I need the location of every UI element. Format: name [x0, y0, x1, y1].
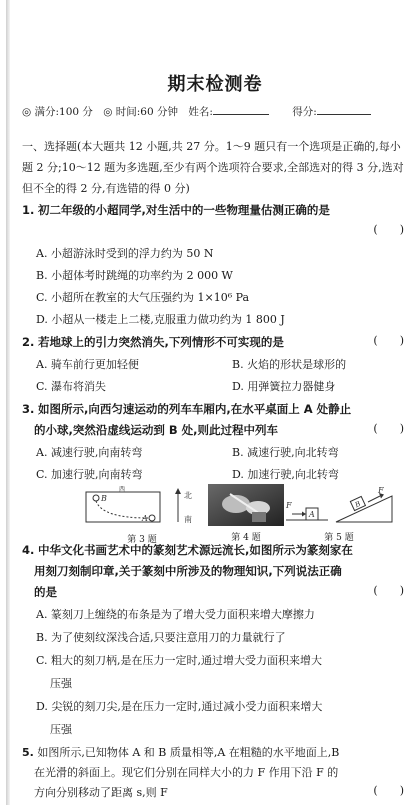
- q3-option-c: C. 加速行驶,向南转弯: [36, 468, 143, 481]
- page-title: 期末检测卷: [167, 74, 263, 95]
- q3-option-b: B. 减速行驶,向北转弯: [232, 446, 339, 459]
- time-limit: ◎ 时间:60 分钟: [103, 106, 179, 118]
- question-4-stem-line3: 的是: [34, 585, 57, 599]
- arrow-head-icon: [302, 512, 306, 517]
- question-4-stem-line2: 用刻刀刻制印章,关于篆刻中所涉及的物理知识,下列说法正确: [34, 564, 342, 578]
- figure-3: [82, 486, 202, 545]
- answer-bracket-1[interactable]: ( ): [373, 223, 404, 236]
- seal-stone: [252, 512, 266, 522]
- ball-a: [149, 515, 155, 521]
- q3-option-a: A. 减速行驶,向南转弯: [36, 446, 143, 459]
- q4-option-d-line1: D. 尖锐的刻刀尖,是在压力一定时,通过减小受力面积来增大: [36, 700, 323, 713]
- answer-bracket-2[interactable]: ( ): [373, 334, 404, 347]
- q4-option-a: A. 篆刻刀上缠绕的布条是为了增大受力面积来增大摩擦力: [36, 608, 315, 621]
- section-instructions: 一、选择题(本大题共 12 小题,共 27 分。1～9 题只有一个选项是正确的,每小题 2 分;10～12 题为多选题,至少有两个选项符合要求,全部选对的得 3 分,选对但不全的得 2 分,有选错的得 0 分): [22, 140, 404, 195]
- question-2: 2. 若地球上的引力突然消失,下列情形不可实现的是: [22, 335, 284, 349]
- figure-4: [208, 484, 284, 543]
- q1-option-b: B. 小超体考时跳绳的功率约为 2 000 W: [36, 269, 233, 282]
- q4-option-c-line2: 压强: [50, 677, 72, 690]
- ball-b: [93, 495, 99, 501]
- figure-3-west-label: 西: [118, 486, 126, 493]
- question-3-stem-line1: 如图所示,向西匀速运动的列车车厢内,在水平桌面上 A 处静止: [38, 402, 352, 416]
- figure-4-photo: [208, 484, 284, 526]
- q2-option-b: B. 火焰的形状是球形的: [232, 358, 347, 371]
- question-5-stem-line2: 在光滑的斜面上。现它们分别在同样大小的力 F 作用下沿 F 的: [34, 766, 339, 779]
- header-info-line: [22, 104, 408, 119]
- answer-bracket-3[interactable]: ( ): [373, 422, 404, 435]
- figure-5: [284, 486, 394, 543]
- force-arrow-b: [368, 496, 380, 502]
- question-5-stem-line1: 如图所示,已知物体 A 和 B 质量相等,A 在粗糙的水平地面上,B: [37, 746, 340, 759]
- question-1-stem: 初二年级的小超同学,对生活中的一些物理量估测正确的是: [38, 203, 330, 217]
- svg-text:B: B: [101, 494, 107, 503]
- question-1: 1. 初二年级的小超同学,对生活中的一些物理量估测正确的是: [22, 203, 330, 217]
- svg-text:A: A: [309, 510, 315, 519]
- question-4: 4. 中华文化书画艺术中的篆刻艺术源远流长,如图所示为篆刻家在: [22, 543, 353, 557]
- q4-option-b: B. 为了使刻纹深浅合适,只要注意用刀的力量就行了: [36, 631, 286, 644]
- figure-5-caption: 第 5 题: [324, 533, 354, 543]
- incline: [336, 496, 392, 522]
- svg-text:F: F: [286, 501, 292, 510]
- svg-text:南: 南: [184, 515, 192, 524]
- question-4-stem-line1: 中华文化书画艺术中的篆刻艺术源远流长,如图所示为篆刻家在: [38, 543, 353, 557]
- name-label: 姓名:: [188, 106, 276, 118]
- svg-text:A: A: [142, 514, 148, 523]
- score-blank[interactable]: [317, 105, 371, 115]
- q4-option-c-line1: C. 粗大的刻刀柄,是在压力一定时,通过增大受力面积来增大: [36, 654, 323, 667]
- question-5: 5. 如图所示,已知物体 A 和 B 质量相等,A 在粗糙的水平地面上,B: [22, 746, 340, 759]
- svg-text:B: B: [353, 499, 362, 510]
- figure-4-caption: 第 4 题: [231, 533, 261, 543]
- question-3: 3. 如图所示,向西匀速运动的列车车厢内,在水平桌面上 A 处静止: [22, 402, 352, 416]
- svg-text:北: 北: [184, 491, 192, 500]
- q3-option-d: D. 加速行驶,向北转弯: [232, 468, 339, 481]
- question-5-stem-line3: 方向分别移动了距离 s,则 F: [34, 786, 168, 799]
- trajectory-dashed: [96, 501, 148, 518]
- name-blank[interactable]: [213, 105, 269, 115]
- q1-option-a: A. 小超游泳时受到的浮力约为 50 N: [36, 247, 214, 260]
- north-arrow-icon: [175, 488, 181, 494]
- answer-bracket-5[interactable]: ( ): [373, 784, 404, 797]
- q4-option-d-line2: 压强: [50, 723, 72, 736]
- full-score: ◎ 满分:100 分: [22, 106, 93, 118]
- figure-3-diagram: [82, 486, 202, 528]
- svg-text:F: F: [378, 486, 384, 495]
- q2-option-a: A. 骑车前行更加轻便: [36, 358, 139, 371]
- figure-3-caption: 第 3 题: [127, 535, 157, 545]
- question-3-stem-line2: 的小球,突然沿虚线运动到 B 处,则此过程中列车: [34, 423, 279, 437]
- q1-option-d: D. 小超从一楼走上二楼,克服重力做功约为 1 800 J: [36, 313, 285, 326]
- q2-option-d: D. 用弹簧拉力器健身: [232, 380, 336, 393]
- q2-option-c: C. 瀑布将消失: [36, 380, 107, 393]
- question-2-stem: 若地球上的引力突然消失,下列情形不可实现的是: [38, 335, 284, 349]
- figure-5-diagram: [284, 486, 394, 526]
- score-label: 得分:: [292, 106, 378, 118]
- answer-bracket-4[interactable]: ( ): [373, 584, 404, 597]
- q1-option-c: C. 小超所在教室的大气压强约为 1×10⁶ Pa: [36, 291, 250, 304]
- page-edge-shadow: [6, 0, 10, 805]
